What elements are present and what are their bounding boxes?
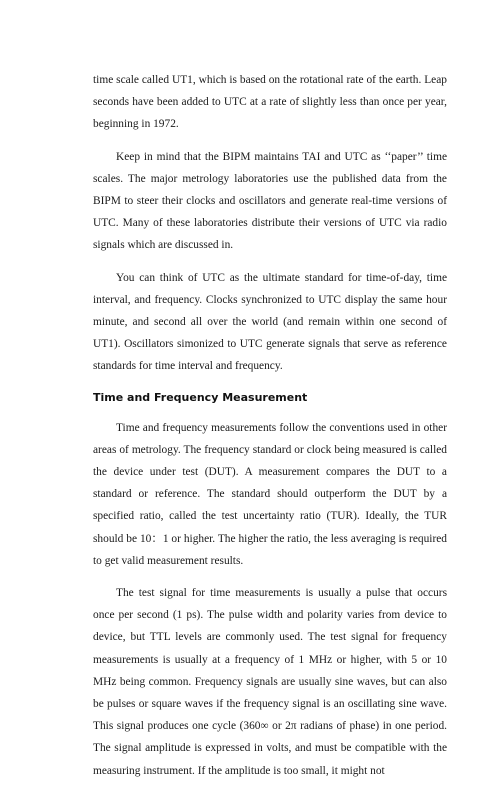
paragraph-ut1: time scale called UT1, which is based on the rotational rate of the earth. Leap seconds have been added to UTC at a rate of slightly less than once per year, beginning in 1972. <box>93 74 447 131</box>
paragraph-bipm: Keep in mind that the BIPM maintains TAI and UTC as ‘‘paper’’ time scales. The major metrology laboratories use the published data from the BIPM to steer their clocks and oscillators and generate real-time versions of UTC. Many of these laboratories distribute their versions of UTC via radio signals which are discussed in. <box>93 150 447 252</box>
page-body <box>93 69 447 792</box>
paragraph-test-signal: The test signal for time measurements is usually a pulse that occurs once per second (1 ps). The pulse width and polarity varies from device to device, but TTL levels are commonly used. The test signal for frequency measurements is usually at a frequency of 1 MHz or higher, with 5 or 10 MHz being common. Frequency signals are usually sine waves, but can also be pulses or square waves if the frequency signal is an oscillating sine wave. This signal produces one cycle (360∞ or 2π radians of phase) in one period. The signal amplitude is expressed in volts, and must be compatible with the measuring instrument. If the amplitude is too small, it might not <box>93 587 447 777</box>
paragraph-utc-standard: You can think of UTC as the ultimate standard for time-of-day, time interval, and frequency. Clocks synchronized to UTC display the same hour minute, and second all over the world (and remain within one second of UT1). Oscillators simonized to UTC generate signals that serve as reference standards for time interval and frequency. <box>93 271 447 373</box>
paragraph-measurement-conventions: Time and frequency measurements follow the conventions used in other areas of metrology. The frequency standard or clock being measured is called the device under test (DUT). A measurement compares the DUT to a standard or reference. The standard should outperform the DUT by a specified ratio, called the test uncertainty ratio (TUR). Ideally, the TUR should be 10：1 or higher. The higher the ratio, the less averaging is required to get valid measurement results. <box>93 421 447 567</box>
section-heading: Time and Frequency Measurement <box>93 390 308 404</box>
